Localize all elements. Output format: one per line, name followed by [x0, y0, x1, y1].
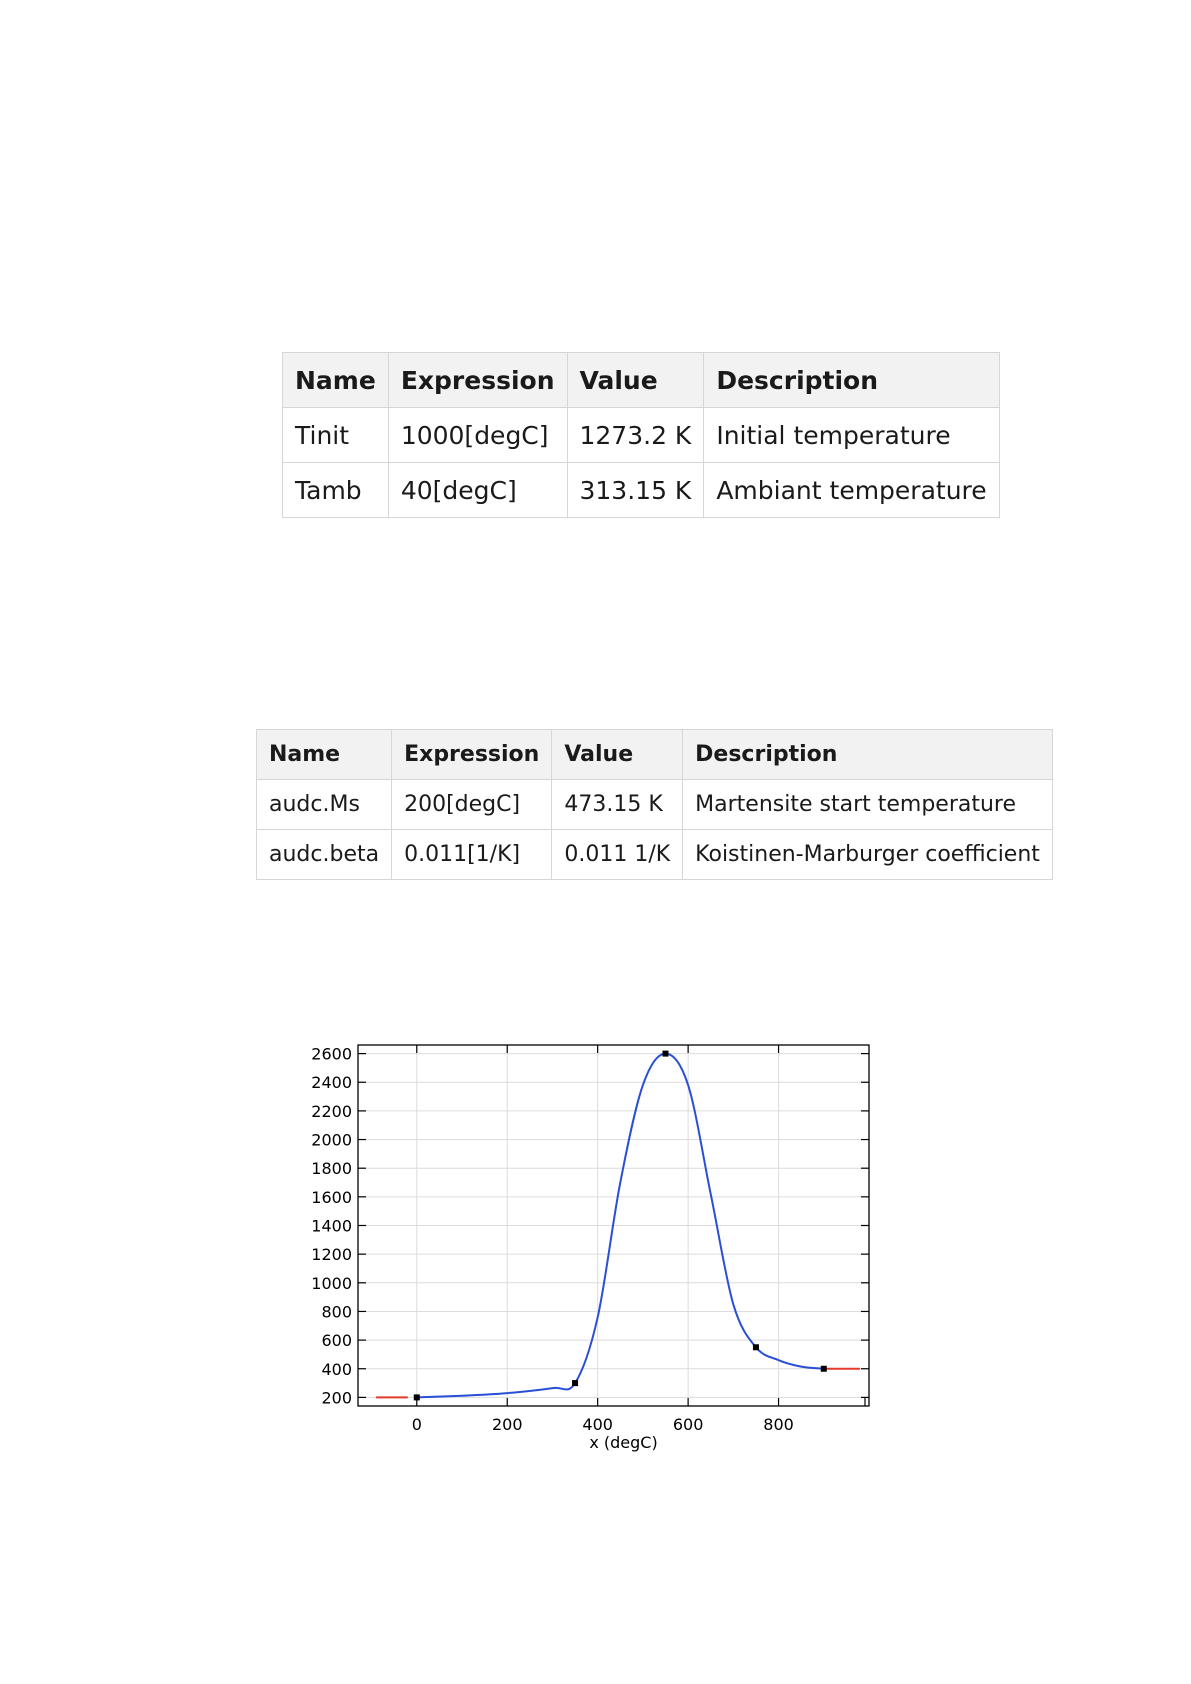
y-tick-label: 800: [321, 1302, 352, 1322]
y-tick-label: 1600: [311, 1187, 352, 1207]
cell-value: 1273.2 K: [567, 408, 704, 463]
cell-value: 0.011 1/K: [552, 830, 683, 880]
data-point: [414, 1394, 420, 1400]
x-tick-labels: [412, 1415, 794, 1434]
column-header-description: Description: [704, 353, 999, 408]
y-tick-label: 200: [321, 1388, 352, 1408]
cell-description: Ambiant temperature: [704, 463, 999, 518]
y-tick-label: 2200: [311, 1101, 352, 1121]
x-tick-label: 200: [491, 1415, 523, 1434]
data-point: [753, 1344, 759, 1350]
cell-value: 313.15 K: [567, 463, 704, 518]
y-tick-label: 400: [321, 1359, 352, 1379]
y-tick-label: 1400: [311, 1216, 352, 1236]
extrapolation-lines: [376, 1369, 860, 1398]
y-tick-label: 600: [321, 1331, 352, 1351]
data-point: [572, 1380, 578, 1386]
y-tick-label: 2600: [311, 1044, 352, 1064]
cell-expression: 40[degC]: [388, 463, 567, 518]
cell-name: audc.beta: [257, 830, 392, 880]
cell-expression: 1000[degC]: [388, 408, 567, 463]
x-tick-label: 800: [763, 1415, 794, 1434]
cell-description: Koistinen-Marburger coefficient: [683, 830, 1053, 880]
y-tick-label: 2000: [311, 1130, 352, 1150]
y-tick-labels: [311, 1045, 352, 1408]
cell-name: Tinit: [283, 408, 389, 463]
cell-expression: 0.011[1/K]: [392, 830, 552, 880]
column-header-name: Name: [283, 353, 389, 408]
column-header-value: Value: [567, 353, 704, 408]
column-header-expression: Expression: [388, 353, 567, 408]
cell-expression: 200[degC]: [392, 780, 552, 830]
y-tick-label: 1200: [311, 1245, 352, 1265]
data-point: [821, 1366, 827, 1372]
column-header-name: Name: [257, 730, 392, 780]
x-tick-label: 400: [582, 1415, 613, 1434]
x-tick-label: 600: [672, 1415, 704, 1434]
y-tick-label: 2400: [311, 1073, 352, 1093]
cell-name: audc.Ms: [257, 780, 392, 830]
column-header-value: Value: [552, 730, 683, 780]
cell-name: Tamb: [283, 463, 389, 518]
cell-description: Martensite start temperature: [683, 780, 1053, 830]
x-tick-label: 0: [411, 1415, 422, 1434]
y-tick-label: 1000: [311, 1273, 352, 1293]
y-tick-label: 1800: [311, 1159, 352, 1179]
cell-value: 473.15 K: [552, 780, 683, 830]
x-axis-label: x (degC): [589, 1433, 658, 1452]
column-header-description: Description: [683, 730, 1053, 780]
cell-description: Initial temperature: [704, 408, 999, 463]
column-header-expression: Expression: [392, 730, 552, 780]
data-point: [663, 1051, 669, 1057]
